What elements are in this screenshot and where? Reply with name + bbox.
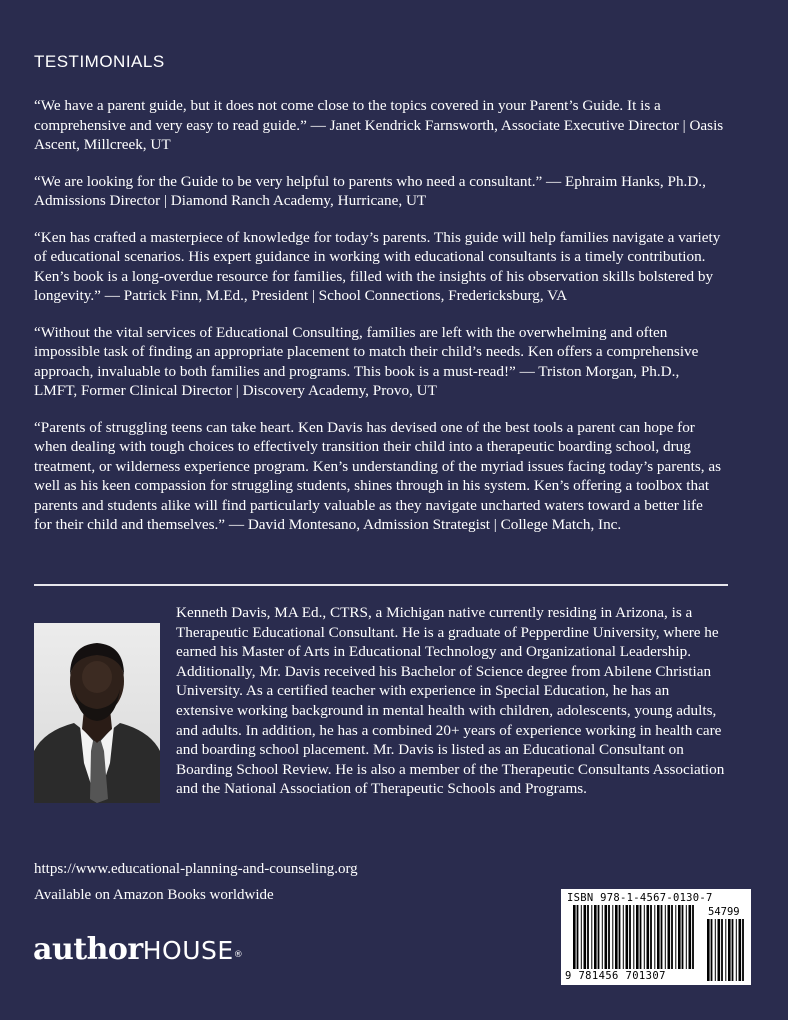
barcode-bar [584, 905, 587, 969]
testimonials-heading: TESTIMONIALS [34, 52, 165, 71]
barcode-bar [707, 919, 710, 981]
barcode-bar [732, 919, 734, 981]
testimonial-4: “Without the vital services of Educational Consulting, families are left with the overwhelming and often impossible task of finding an appropriate placement to match their child’s needs. Ken offers a comprehensive approach, invaluable to both families and programs. This book is a must-read!” — Triston Morgan, Ph.D., LMFT, Former Clinical Director | Discovery Academy, Provo, UT [34, 323, 699, 399]
barcode-bar [636, 905, 639, 969]
registered-mark: ® [233, 950, 243, 960]
barcode-bar [661, 905, 663, 969]
barcode-bar [678, 905, 681, 969]
barcode-bar [718, 919, 721, 981]
barcode-bar [650, 905, 652, 969]
logo-author-text: author [33, 932, 143, 967]
availability-note: Available on Amazon Books worldwide [34, 887, 274, 903]
logo-house-text: HOUSE [142, 936, 234, 965]
section-divider [34, 584, 728, 586]
barcode-bar [594, 905, 597, 969]
barcode-bar [644, 905, 645, 969]
barcode-bar [725, 919, 726, 981]
barcode-bar [577, 905, 579, 969]
barcode-bar [587, 905, 589, 969]
barcode-bar [728, 919, 731, 981]
barcode-digits: 9 781456 701307 [565, 970, 666, 982]
barcode-bar [689, 905, 692, 969]
testimonials-list [34, 96, 724, 552]
barcode-bar [619, 905, 621, 969]
barcode-bar [692, 905, 694, 969]
testimonial-2: “We are looking for the Guide to be very helpful to parents who need a consultant.” — Ephraim Hanks, Ph.D., Admissions Director | Diamond Ranch Academy, Hurricane, UT [34, 172, 706, 209]
barcode-bar [608, 905, 610, 969]
barcode-bar [682, 905, 684, 969]
barcode-bar [626, 905, 629, 969]
barcode-bar [602, 905, 603, 969]
barcode-bar [711, 919, 713, 981]
website-link[interactable]: https://www.educational-planning-and-counseling.org [34, 861, 358, 877]
barcode-bar [686, 905, 687, 969]
testimonial-3: “Ken has crafted a masterpiece of knowledge for today’s parents. This guide will help families navigate a variety of educational scenarios. His expert guidance in working with educational consultants is a timely contribution. Ken’s book is a long-overdue resource for families, filled with the insights of his observation skills bolstered by longevity.” — Patrick Finn, M.Ed., President | School Connections, Fredericksburg, VA [34, 228, 721, 304]
barcode-bar [665, 905, 666, 969]
barcode-bar [739, 919, 742, 981]
barcode-bar [623, 905, 624, 969]
isbn-barcode [561, 889, 751, 985]
barcode-bar [742, 919, 744, 981]
barcode-bar [591, 905, 592, 969]
testimonial-1: “We have a parent guide, but it does not come close to the topics covered in your Parent’s Guide. It is a comprehensive and very easy to read guide.” — Janet Kendrick Farnsworth, Associate Executive Director | Oasis Ascent, Millcreek, UT [34, 97, 724, 153]
barcode-bar [715, 919, 716, 981]
barcode-bar [615, 905, 618, 969]
barcode-bar [629, 905, 631, 969]
barcode-bar [654, 905, 655, 969]
barcode-bar [612, 905, 613, 969]
barcode-bar [640, 905, 642, 969]
barcode-bar [605, 905, 608, 969]
barcode-bar [598, 905, 600, 969]
barcode-bar [736, 919, 737, 981]
barcode-bar [675, 905, 676, 969]
isbn-label: ISBN 978-1-4567-0130-7 [567, 892, 713, 904]
barcode-bar [657, 905, 660, 969]
barcode-bar [633, 905, 634, 969]
author-bio: Kenneth Davis, MA Ed., CTRS, a Michigan native currently residing in Arizona, is a Therapeutic Educational Consultant. He is a graduate of Pepperdine University, where he earned his Master of Arts in Educational Technology and Organizational Leadership. Additionally, Mr. Davis received his Bachelor of Science degree from Abilene Christian University. As a certified teacher with experience in Special Education, he has an extensive working background in mental health with children, adolescents, young adults, and adults. In addition, he has a combined 20+ years of experience working in health care and boarding school placement. Mr. Davis is listed as an Educational Consultant on Boarding School Review. He is also a member of the Therapeutic Consultants Association and the National Association of Therapeutic Schools and Programs. [176, 604, 725, 798]
testimonial-5: “Parents of struggling teens can take heart. Ken Davis has devised one of the best tools a parent can hope for when dealing with tough choices to effectively transition their child into a therapeutic boarding school, drug treatment, or wilderness experience program. Ken’s understanding of the myriad issues facing today’s parents, as well as his keen compassion for struggling students, shines through in his system. Ken’s offering a toolbox that parents and students alike will find particularly valuable as they navigate uncharted waters toward a better life for their child and themselves.” — David Montesano, Admission Strategist | College Match, Inc. [34, 418, 722, 533]
barcode-bar [581, 905, 582, 969]
barcode-bar [721, 919, 723, 981]
barcode-bar [573, 905, 576, 969]
publisher-logo [33, 932, 242, 969]
barcode-bar [668, 905, 671, 969]
barcode-bar [671, 905, 673, 969]
barcode-bar [647, 905, 650, 969]
author-portrait [34, 623, 160, 803]
barcode-addon: 54799 [708, 906, 740, 918]
